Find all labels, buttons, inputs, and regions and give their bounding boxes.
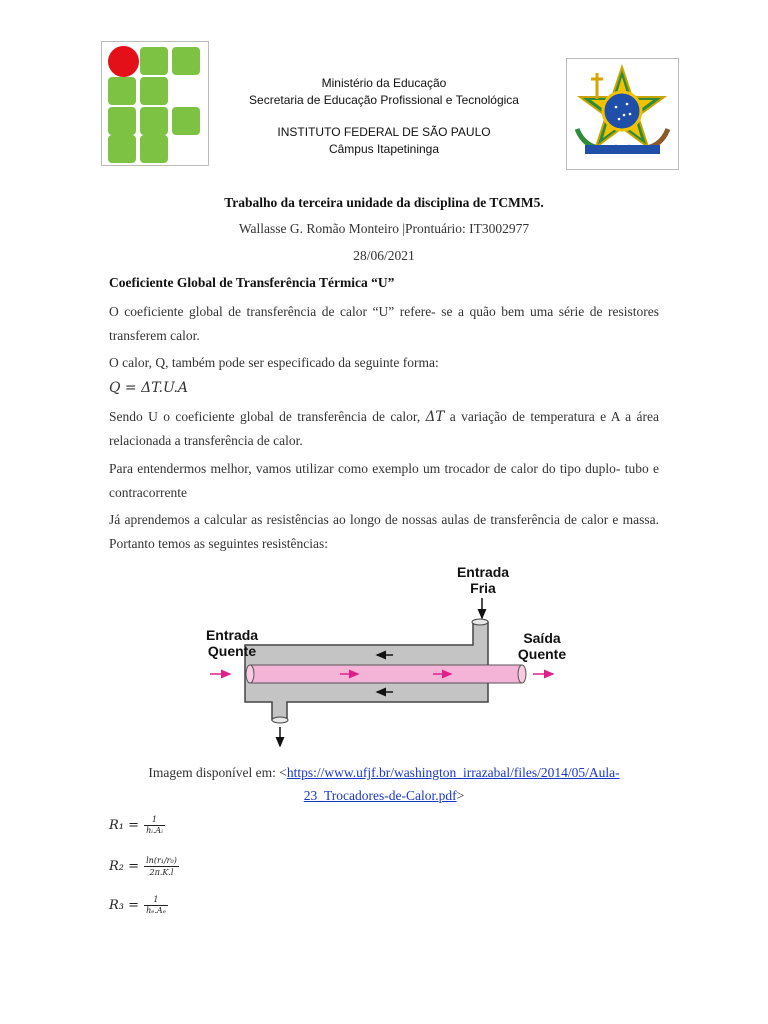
formula-r3-lhs: R₃ = bbox=[109, 898, 140, 913]
paragraph-1: O coeficiente global de transferência de calor “U” refere- se a quão bem uma série de resistores transferem calor. bbox=[109, 304, 659, 343]
formula-r3-numerator: 1 bbox=[144, 895, 168, 906]
formula-r1 bbox=[109, 815, 165, 836]
source-link-continued[interactable]: 23_Trocadores-de-Calor.pdf bbox=[303, 788, 457, 803]
heat-equation: Q = ΔT.U.A bbox=[109, 380, 189, 396]
paragraph-3-part-a: Sendo U o coeficiente global de transferência de calor, bbox=[109, 409, 426, 424]
paragraph-2: O calor, Q, também pode ser especificado da seguinte forma: bbox=[109, 355, 439, 370]
doc-author: Wallasse G. Romão Monteiro |Prontuário: IT3002977 bbox=[238, 221, 530, 236]
image-caption bbox=[109, 761, 659, 807]
label-entrada-fria bbox=[448, 564, 518, 596]
label-entrada-quente-line1: Entrada bbox=[205, 627, 259, 643]
paragraph-5: Já aprendemos a calcular as resistências ao longo de nossas aulas de transferência de calor e massa. Portanto temos as seguintes resistências: bbox=[109, 512, 659, 551]
caption-prefix: Imagem disponível em: < bbox=[148, 765, 287, 780]
header-ministry: Ministério da Educação bbox=[321, 76, 447, 90]
caption-suffix: > bbox=[456, 788, 465, 803]
section-title: Coeficiente Global de Transferência Térmica “U” bbox=[109, 275, 395, 290]
label-saida-quente bbox=[507, 630, 577, 662]
heat-exchanger-diagram bbox=[195, 560, 585, 755]
label-entrada-quente-line2: Quente bbox=[207, 643, 257, 659]
doc-title: Trabalho da terceira unidade da disciplina de TCMM5. bbox=[224, 195, 544, 210]
formula-r3 bbox=[109, 895, 168, 916]
formula-r1-numerator: 1 bbox=[144, 815, 165, 826]
logo-red-circle bbox=[108, 46, 139, 77]
brazil-coat-of-arms bbox=[566, 58, 679, 170]
header-secretaria: Secretaria de Educação Profissional e Tecnológica bbox=[249, 93, 519, 107]
logo-square bbox=[172, 47, 200, 75]
formula-r2-lhs: R₂ = bbox=[109, 859, 140, 874]
logo-square bbox=[140, 47, 168, 75]
label-saida-quente-line1: Saída bbox=[523, 630, 561, 646]
label-saida-quente-line2: Quente bbox=[517, 646, 567, 662]
label-entrada-fria-line2: Fria bbox=[470, 580, 496, 596]
delta-t-symbol: ΔT bbox=[425, 409, 445, 425]
formula-r2-denominator: 2π.K.l bbox=[149, 868, 174, 877]
paragraph-4: Para entendermos melhor, vamos utilizar como exemplo um trocador de calor do tipo duplo- tubo e contracorrente bbox=[109, 461, 659, 500]
label-entrada-fria-line1: Entrada bbox=[456, 564, 510, 580]
source-link[interactable]: https://www.ufjf.br/washington_irrazabal/files/2014/05/Aula- bbox=[286, 765, 620, 780]
formula-r1-lhs: R₁ = bbox=[109, 818, 140, 833]
formula-r2 bbox=[109, 855, 179, 878]
label-entrada-quente bbox=[195, 627, 269, 659]
doc-date: 28/06/2021 bbox=[353, 248, 415, 263]
paragraph-3 bbox=[109, 405, 659, 453]
paragraph-3-part-b: a variação de temperatura e A a área relacionada a transferência de calor. bbox=[109, 409, 659, 448]
header-campus: Câmpus Itapetininga bbox=[328, 142, 440, 156]
formula-r2-numerator: ln(r₁/r₀) bbox=[146, 856, 177, 865]
formula-r1-denominator: hᵢ.Aᵢ bbox=[146, 826, 163, 835]
formula-r3-denominator: hₑ.Aₑ bbox=[146, 906, 166, 915]
header-institute: INSTITUTO FEDERAL DE SÃO PAULO bbox=[277, 125, 491, 139]
